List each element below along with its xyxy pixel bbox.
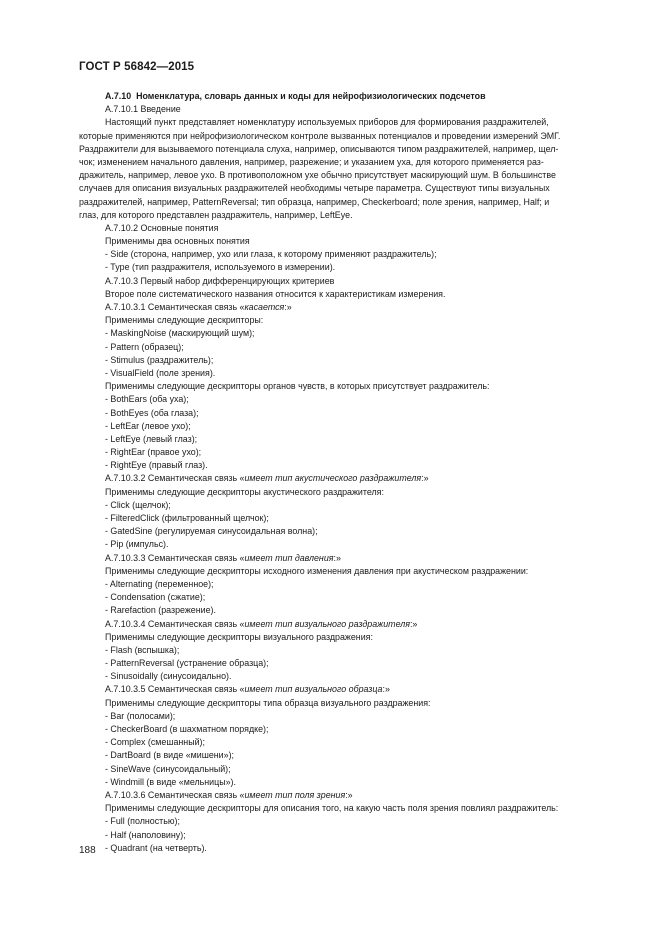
paragraph-line: Второе поле систематического названия относится к характеристикам измерения.: [105, 288, 446, 299]
relation-suffix: :»: [345, 789, 353, 800]
list-item: - FilteredClick (фильтрованный щелчок);: [105, 513, 269, 523]
list-item: - RightEar (правое ухо);: [105, 447, 202, 458]
list-item: - PatternReversal (устранение образца);: [105, 658, 269, 669]
document-header: ГОСТ Р 56842—2015: [79, 61, 195, 73]
list-item: - MaskingNoise (маскирующий шум);: [105, 328, 255, 339]
relation-prefix: А.7.10.3.2 Семантическая связь «: [105, 473, 245, 484]
relation-prefix: А.7.10.3.3 Семантическая связь «: [105, 552, 245, 563]
relation-suffix: :»: [421, 473, 429, 484]
paragraph-line: глаз, для которого представлен раздражитель, например, LeftEye.: [79, 209, 353, 220]
list-item: - Type (тип раздражителя, используемого в измерении).: [105, 262, 336, 273]
paragraph-line: Применимы следующие дескрипторы для описания того, на какую часть поля зрения повлиял раздражитель:: [105, 803, 559, 814]
list-item: - LeftEye (левый глаз);: [105, 433, 198, 444]
list-item: - Pip (импульс).: [105, 539, 169, 550]
relation-name: касается: [244, 302, 285, 312]
semantic-relation-heading: [79, 683, 585, 696]
list-item: - BothEars (оба уха);: [105, 394, 189, 405]
paragraph-line: Раздражители для вызываемого потенциала слуха, например, описываются типом раздражителей, например, щел-: [79, 143, 559, 154]
list-item: - BothEyes (оба глаза);: [105, 407, 199, 418]
relation-suffix: :»: [382, 684, 390, 695]
list-item: - Sinusoidally (синусоидально).: [105, 671, 232, 682]
list-item: - LeftEar (левое ухо);: [105, 420, 191, 431]
document-body: [79, 90, 585, 855]
semantic-relation-heading: [79, 618, 585, 631]
relation-name: имеет тип поля зрения: [244, 789, 346, 800]
relation-name: имеет тип акустического раздражителя: [244, 473, 422, 484]
paragraph-line: дражитель, например, левое ухо. В противоположном ухе обычно присутствует маскирующий шум. В большинстве: [79, 170, 556, 181]
list-item: - Complex (смешанный);: [105, 737, 205, 748]
subsection-heading: А.7.10.1 Введение: [105, 104, 181, 115]
relation-name: имеет тип визуального раздражителя: [244, 618, 410, 629]
paragraph-line: Применимы следующие дескрипторы акустического раздражителя:: [105, 486, 384, 497]
paragraph-line: Применимы следующие дескрипторы органов чувств, в которых присутствует раздражитель:: [105, 381, 490, 392]
list-item: - Full (полностью);: [105, 816, 180, 827]
relation-prefix: А.7.10.3.6 Семантическая связь «: [105, 789, 245, 800]
section-title-text: Номенклатура, словарь данных и коды для нейрофизиологических подсчетов: [136, 91, 486, 101]
list-item: - Side (сторона, например, ухо или глаза, к которому применяют раздражитель);: [105, 249, 437, 260]
list-item: - RightEye (правый глаз).: [105, 460, 208, 471]
list-item: - Rarefaction (разрежение).: [105, 605, 216, 616]
relation-prefix: А.7.10.3.4 Семантическая связь «: [105, 618, 245, 629]
list-item: - Half (наполовину);: [105, 829, 186, 840]
list-item: - Pattern (образец);: [105, 341, 184, 352]
paragraph-line: Настоящий пункт представляет номенклатуру используемых приборов для формирования раздражителей,: [105, 117, 549, 128]
paragraph-line: Применимы следующие дескрипторы:: [105, 315, 264, 326]
paragraph-line: Применимы следующие дескрипторы исходного изменения давления при акустическом раздражении:: [105, 565, 529, 576]
relation-prefix: А.7.10.3.5 Семантическая связь «: [105, 684, 245, 695]
list-item: - Condensation (сжатие);: [105, 592, 206, 603]
semantic-relation-heading: [79, 301, 585, 314]
relation-suffix: :»: [284, 302, 292, 312]
paragraph-line: Применимы два основных понятия: [105, 236, 250, 247]
paragraph-line: случаев для описания визуальных раздражителей необходимы четыре параметра. Существуют типы визуальных: [79, 183, 550, 194]
list-item: - CheckerBoard (в шахматном порядке);: [105, 724, 269, 734]
list-item: - DartBoard (в виде «мишени»);: [105, 750, 234, 761]
semantic-relation-heading: [79, 472, 585, 485]
paragraph-line: Применимы следующие дескрипторы визуального раздражения:: [105, 631, 373, 642]
paragraph-line: Применимы следующие дескрипторы типа образца визуального раздражения:: [105, 697, 431, 708]
list-item: - Bar (полосами);: [105, 710, 176, 721]
page-number: 188: [79, 845, 96, 856]
list-item: - VisualField (поле зрения).: [105, 367, 216, 378]
semantic-relation-heading: [79, 789, 585, 802]
semantic-relation-heading: [79, 552, 585, 565]
section-number: А.7.10: [105, 91, 132, 101]
list-item: - SineWave (синусоидальный);: [105, 763, 231, 774]
subsection-heading: А.7.10.3 Первый набор дифференцирующих критериев: [105, 275, 335, 286]
subsection-heading: А.7.10.2 Основные понятия: [105, 222, 219, 233]
list-item: - GatedSine (регулируемая синусоидальная волна);: [105, 526, 318, 537]
paragraph-line: которые применяются при нейрофизиологическом контроле вызванных потенциалов и проведении измерений ЭМГ.: [79, 130, 561, 141]
relation-prefix: А.7.10.3.1 Семантическая связь «: [105, 302, 245, 312]
relation-name: имеет тип давления: [244, 552, 334, 563]
relation-suffix: :»: [409, 618, 418, 629]
section-title: [79, 90, 585, 103]
paragraph-line: чок; изменением начального давления, например, разрежение; и указанием уха, для которого применяется раз-: [79, 156, 544, 167]
list-item: - Click (щелчок);: [105, 499, 171, 510]
list-item: - Stimulus (раздражитель);: [105, 354, 214, 365]
list-item: - Alternating (переменное);: [105, 578, 214, 589]
paragraph-line: раздражителей, например, PatternReversal; тип образца, например, Checkerboard; поле зрения, например, Half; и: [79, 196, 550, 207]
list-item: - Flash (вспышка);: [105, 644, 180, 655]
relation-suffix: :»: [333, 552, 341, 563]
list-item: - Quadrant (на четверть).: [105, 842, 207, 853]
list-item: - Windmill (в виде «мельницы»).: [105, 776, 236, 787]
relation-name: имеет тип визуального образца: [244, 684, 383, 695]
